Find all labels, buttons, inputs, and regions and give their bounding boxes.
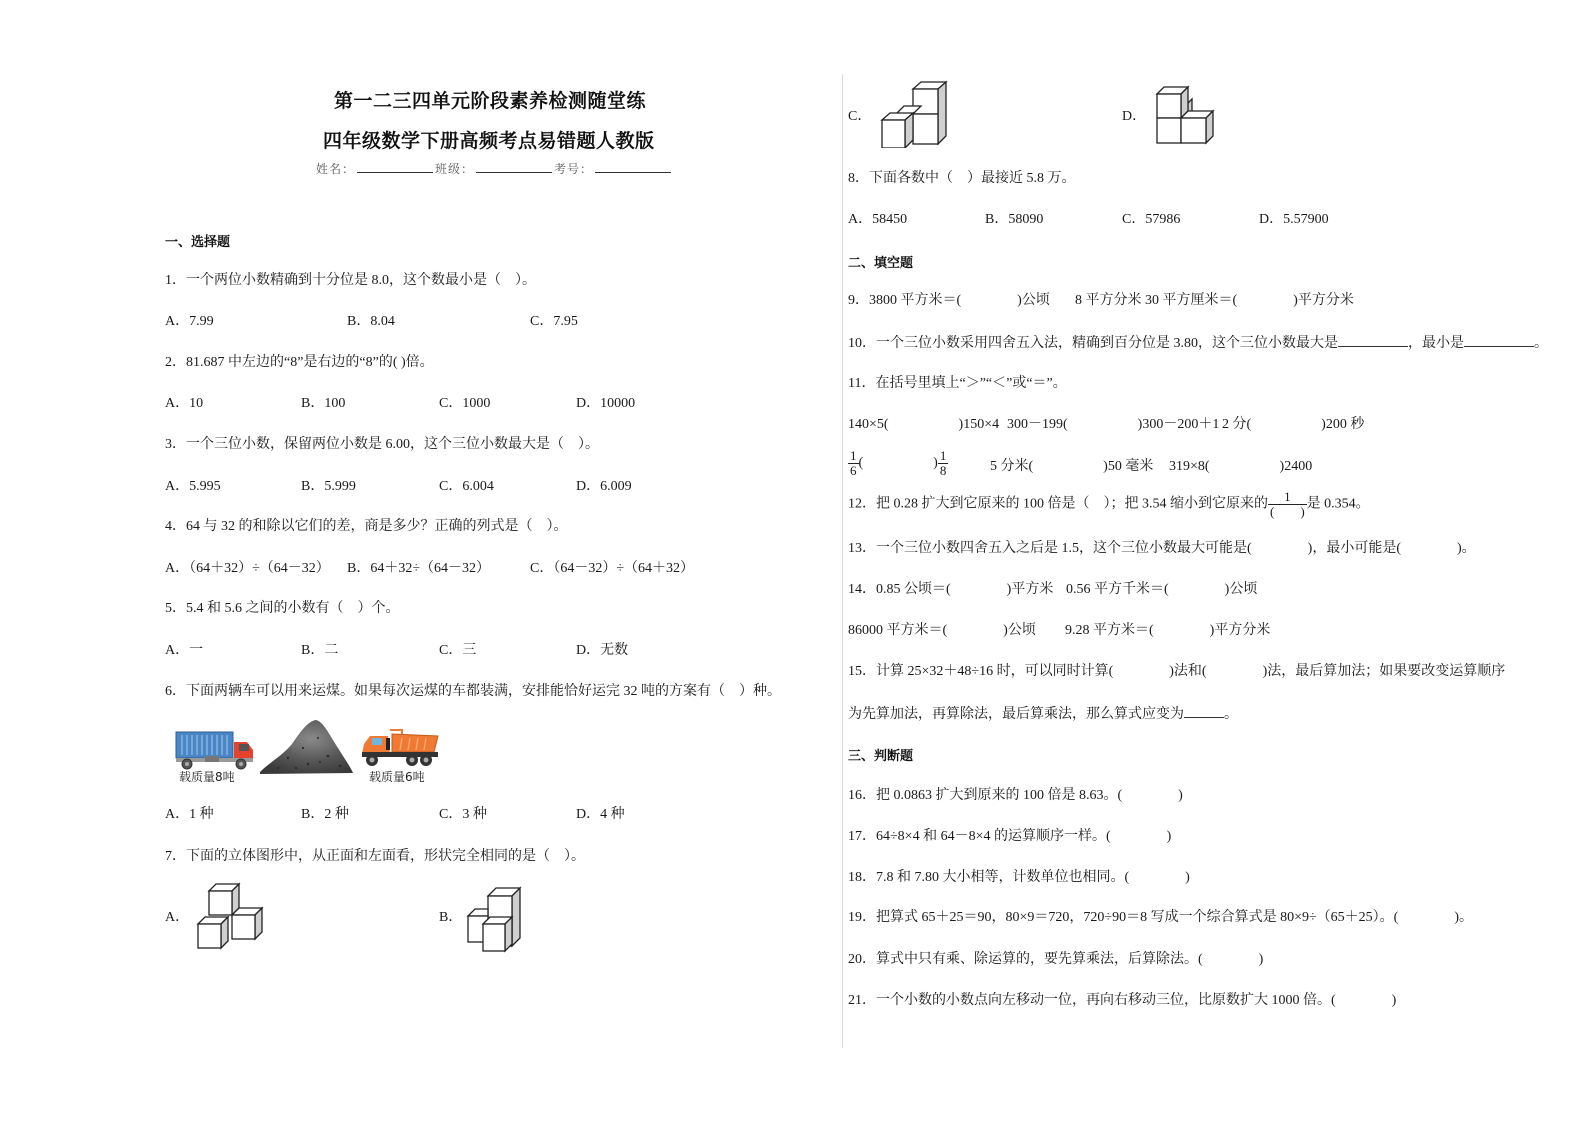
column-divider bbox=[842, 74, 843, 1048]
class-field[interactable] bbox=[476, 161, 552, 173]
question-21: 21．一个小数的小数点向左移动一位，再向右移动三位，比原数扩大 1000 倍。( ) bbox=[848, 993, 1397, 1008]
question-2-option-c[interactable]: C．1000 bbox=[439, 396, 491, 411]
question-6-option-d[interactable]: D．4 种 bbox=[576, 807, 625, 822]
question-10-text-a: 10．一个三位小数采用四舍五入法，精确到百分位是 3.80，这个三位小数最大是 bbox=[848, 336, 1338, 351]
question-4-option-c[interactable]: C．（64－32）÷（64＋32） bbox=[530, 561, 695, 576]
truck-1-caption: 载质量8吨 bbox=[179, 770, 235, 784]
question-7-option-b[interactable]: B． bbox=[439, 910, 463, 925]
cube-stack-d-icon bbox=[1155, 84, 1217, 146]
number-label: 考号： bbox=[554, 162, 594, 176]
question-7-option-c[interactable]: C． bbox=[848, 109, 872, 124]
section-judge-heading: 三、判断题 bbox=[848, 749, 914, 764]
question-7-option-d[interactable]: D． bbox=[1122, 109, 1147, 124]
number-field[interactable] bbox=[595, 161, 671, 173]
question-4-option-b[interactable]: B．64＋32÷（64－32） bbox=[347, 561, 491, 576]
question-11-stem: 11．在括号里填上“＞”“＜”或“＝”。 bbox=[848, 376, 1067, 391]
title-line2: 四年级数学下册高频考点易错题人教版 bbox=[323, 130, 655, 152]
question-3-option-b[interactable]: B．5.999 bbox=[301, 479, 356, 494]
question-11-item-6: 319×8( )2400 bbox=[1169, 459, 1313, 474]
cube-stack-a-icon bbox=[196, 882, 266, 952]
question-2-option-d[interactable]: D．10000 bbox=[576, 396, 636, 411]
question-6-option-c[interactable]: C．3 种 bbox=[439, 807, 487, 822]
question-8-option-a[interactable]: A．58450 bbox=[848, 212, 908, 227]
question-6-option-b[interactable]: B．2 种 bbox=[301, 807, 349, 822]
question-5-stem: 5．5.4 和 5.6 之间的小数有（ ）个。 bbox=[165, 601, 400, 616]
cube-stack-b-icon bbox=[466, 886, 528, 954]
question-15-blank[interactable] bbox=[1184, 704, 1224, 718]
question-20: 20．算式中只有乘、除运算的，要先算乘法，后算除法。( ) bbox=[848, 952, 1264, 967]
title-line1: 第一二三四单元阶段素养检测随堂练 bbox=[334, 90, 647, 112]
question-10-blank-min[interactable] bbox=[1464, 333, 1534, 347]
question-6-stem: 6．下面两辆车可以用来运煤。如果每次运煤的车都装满，安排能恰好运完 32 吨的方案有（ ）种。 bbox=[165, 684, 781, 699]
question-14-item-3: 86000 平方米＝( )公顷 bbox=[848, 623, 1036, 638]
cube-figure-d bbox=[1155, 84, 1217, 146]
section-choice-heading: 一、选择题 bbox=[165, 235, 231, 250]
question-4-stem: 4．64 与 32 的和除以它们的差，商是多少？正确的列式是（ ）。 bbox=[165, 519, 568, 534]
question-10 bbox=[848, 333, 1548, 353]
class-label: 班级： bbox=[435, 162, 475, 176]
question-17: 17．64÷8×4 和 64－8×4 的运算顺序一样。( ) bbox=[848, 829, 1172, 844]
question-14-item-4: 9.28 平方米＝( )平方分米 bbox=[1065, 623, 1271, 638]
fraction-one-sixth: $\frac{1}{6}$ bbox=[850, 448, 857, 478]
question-8-option-b[interactable]: B．58090 bbox=[985, 212, 1044, 227]
question-1-option-b[interactable]: B．8.04 bbox=[347, 314, 395, 329]
dump-truck-icon bbox=[360, 726, 440, 770]
question-14-item-2: 0.56 平方千米＝( )公顷 bbox=[1066, 582, 1258, 597]
question-8-stem: 8．下面各数中（ ）最接近 5.8 万。 bbox=[848, 171, 1076, 186]
question-8-option-c[interactable]: C．57986 bbox=[1122, 212, 1181, 227]
question-11-item-3: 2 分( )200 秒 bbox=[1222, 417, 1365, 432]
question-1-stem: 1．一个两位小数精确到十分位是 8.0，这个数最小是（ ）。 bbox=[165, 273, 536, 288]
question-5-option-b[interactable]: B．二 bbox=[301, 643, 339, 658]
question-3-option-c[interactable]: C．6.004 bbox=[439, 479, 494, 494]
coal-pile-image bbox=[258, 718, 354, 776]
question-11-item-1: 140×5( )150×4 bbox=[848, 417, 1000, 432]
question-6-option-a[interactable]: A．1 种 bbox=[165, 807, 214, 822]
question-12: 12．把 0.28 扩大到它原来的 100 倍是（ ）；把 3.54 缩小到它原来的 $\frac{1}{( )}$ 是 0.354。 bbox=[848, 489, 1370, 519]
question-7-option-a[interactable]: A． bbox=[165, 910, 190, 925]
coal-pile-icon bbox=[258, 718, 354, 776]
question-10-blank-max[interactable] bbox=[1338, 333, 1408, 347]
question-14-item-1: 14．0.85 公顷＝( )平方米 bbox=[848, 582, 1054, 597]
question-10-text-c: 。 bbox=[1534, 336, 1548, 351]
question-2-stem: 2．81.687 中左边的“8”是右边的“8”的( )倍。 bbox=[165, 355, 434, 370]
question-3-stem: 3．一个三位小数，保留两位小数是 6.00，这个三位小数最大是（ ）。 bbox=[165, 437, 599, 452]
question-16: 16．把 0.0863 扩大到原来的 100 倍是 8.63。( ) bbox=[848, 788, 1183, 803]
question-5-option-c[interactable]: C．三 bbox=[439, 643, 477, 658]
question-9-part1: 9．3800 平方米＝( )公顷 bbox=[848, 293, 1050, 308]
question-5-option-a[interactable]: A．一 bbox=[165, 643, 204, 658]
question-15-line2: 为先算加法，再算除法，最后算乘法，那么算式应变为 。 bbox=[848, 704, 1238, 724]
question-3-option-d[interactable]: D．6.009 bbox=[576, 479, 632, 494]
container-truck-icon bbox=[175, 730, 255, 770]
cube-stack-c-icon bbox=[880, 80, 950, 148]
container-truck-image bbox=[175, 730, 255, 770]
question-7-stem: 7．下面的立体图形中，从正面和左面看，形状完全相同的是（ ）。 bbox=[165, 849, 585, 864]
question-19: 19．把算式 65＋25＝90，80×9＝720，720÷90＝8 写成一个综合算式是 80×9÷（65＋25）。( )。 bbox=[848, 910, 1473, 925]
section-fill-heading: 二、填空题 bbox=[848, 256, 914, 271]
question-15-line1: 15．计算 25×32＋48÷16 时，可以同时计算( )法和( )法，最后算加法；如果要改变运算顺序 bbox=[848, 664, 1506, 679]
question-1-option-a[interactable]: A．7.99 bbox=[165, 314, 214, 329]
question-4-option-a[interactable]: A．（64＋32）÷（64－32） bbox=[165, 561, 330, 576]
student-info bbox=[316, 160, 673, 177]
question-2-option-b[interactable]: B．100 bbox=[301, 396, 346, 411]
question-3-option-a[interactable]: A．5.995 bbox=[165, 479, 221, 494]
dump-truck-image bbox=[360, 726, 440, 770]
question-11-item-4: $\frac{1}{6}$ ( ) $\frac{1}{8}$ bbox=[850, 448, 947, 478]
cube-figure-c bbox=[880, 80, 950, 148]
name-field[interactable] bbox=[357, 161, 433, 173]
question-9-part2: 8 平方分米 30 平方厘米＝( )平方分米 bbox=[1075, 293, 1354, 308]
question-10-text-b: ，最小是 bbox=[1408, 336, 1464, 351]
cube-figure-a bbox=[196, 882, 266, 952]
question-11-item-5: 5 分米( )50 毫米 bbox=[990, 459, 1154, 474]
question-8-option-d[interactable]: D．5.57900 bbox=[1259, 212, 1329, 227]
question-11-item-2: 300－199( )300－200＋1 bbox=[1007, 417, 1220, 432]
fraction-one-eighth: $\frac{1}{8}$ bbox=[939, 448, 947, 478]
truck-2-caption: 载质量6吨 bbox=[369, 770, 425, 784]
question-18: 18．7.8 和 7.80 大小相等，计数单位也相同。( ) bbox=[848, 870, 1190, 885]
question-5-option-d[interactable]: D．无数 bbox=[576, 643, 629, 658]
question-1-option-c[interactable]: C．7.95 bbox=[530, 314, 578, 329]
cube-figure-b bbox=[466, 886, 528, 954]
question-2-option-a[interactable]: A．10 bbox=[165, 396, 204, 411]
name-label: 姓名： bbox=[316, 162, 356, 176]
fraction-blank-denominator: $\frac{1}{( )}$ bbox=[1270, 489, 1305, 519]
question-13: 13．一个三位小数四舍五入之后是 1.5，这个三位小数最大可能是( )，最小可能是( )。 bbox=[848, 541, 1476, 556]
